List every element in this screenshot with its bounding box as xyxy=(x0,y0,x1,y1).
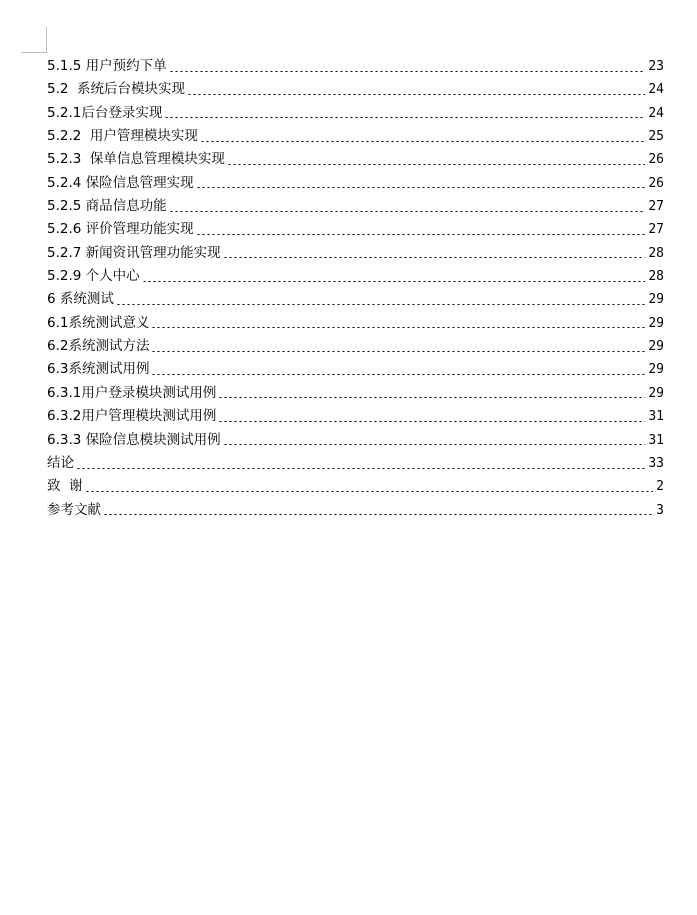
toc-entry[interactable] xyxy=(47,218,664,241)
toc-entry-page: 24 xyxy=(648,105,664,121)
toc-entry-page: 31 xyxy=(648,432,664,448)
toc-entry-title: 6.2系统测试方法 xyxy=(47,338,150,355)
toc-dot-leader xyxy=(151,327,645,328)
toc-entry-title: 致 谢 xyxy=(47,478,83,495)
toc-entry-page: 29 xyxy=(648,362,664,378)
toc-entry-page: 24 xyxy=(648,82,664,98)
toc-entry-title: 5.2.7 新闻资讯管理功能实现 xyxy=(47,244,221,261)
toc-dot-leader xyxy=(200,141,645,142)
toc-entry-title: 6.1系统测试意义 xyxy=(47,314,150,331)
toc-entry[interactable] xyxy=(47,335,664,358)
toc-entry-title: 参考文献 xyxy=(47,501,101,518)
toc-dot-leader xyxy=(187,94,645,95)
toc-entry-page: 29 xyxy=(648,385,664,401)
toc-entry-page: 28 xyxy=(648,245,664,261)
toc-entry-title: 5.2.5 商品信息功能 xyxy=(47,198,167,215)
toc-entry[interactable] xyxy=(47,382,664,405)
toc-entry[interactable] xyxy=(47,288,664,311)
toc-entry-title: 6.3.3 保险信息模块测试用例 xyxy=(47,431,221,448)
toc-entry[interactable] xyxy=(47,78,664,101)
toc-entry[interactable] xyxy=(47,499,664,522)
toc-dot-leader xyxy=(76,468,645,469)
toc-entry[interactable] xyxy=(47,265,664,288)
toc-entry-page: 29 xyxy=(648,292,664,308)
toc-entry[interactable] xyxy=(47,429,664,452)
toc-dot-leader xyxy=(223,257,646,258)
toc-dot-leader xyxy=(196,187,646,188)
toc-dot-leader xyxy=(85,491,654,492)
toc-entry-title: 5.1.5 用户预约下单 xyxy=(47,58,167,74)
toc-entry-page: 23 xyxy=(648,59,664,74)
toc-entry-title: 6.3系统测试用例 xyxy=(47,361,150,378)
toc-entry-title: 5.2.1后台登录实现 xyxy=(47,104,163,121)
toc-entry[interactable] xyxy=(47,475,664,498)
table-of-contents xyxy=(47,55,664,522)
toc-entry[interactable] xyxy=(47,195,664,218)
toc-dot-leader xyxy=(223,444,646,445)
toc-entry-page: 27 xyxy=(648,199,664,215)
toc-entry-title: 5.2 系统后台模块实现 xyxy=(47,81,186,98)
toc-entry[interactable] xyxy=(47,148,664,171)
toc-entry-title: 6.3.1用户登录模块测试用例 xyxy=(47,384,217,401)
toc-dot-leader xyxy=(218,421,645,422)
toc-dot-leader xyxy=(169,71,646,72)
toc-entry[interactable] xyxy=(47,312,664,335)
toc-entry[interactable] xyxy=(47,452,664,475)
toc-dot-leader xyxy=(196,234,646,235)
toc-dot-leader xyxy=(227,164,645,165)
toc-entry-title: 6 系统测试 xyxy=(47,291,114,308)
toc-dot-leader xyxy=(151,374,645,375)
toc-entry-title: 5.2.6 评价管理功能实现 xyxy=(47,221,194,238)
toc-entry[interactable] xyxy=(47,405,664,428)
toc-entry-page: 29 xyxy=(648,315,664,331)
toc-entry[interactable] xyxy=(47,55,664,78)
toc-entry[interactable] xyxy=(47,358,664,381)
toc-entry-page: 26 xyxy=(648,152,664,168)
toc-entry-title: 5.2.9 个人中心 xyxy=(47,268,140,285)
toc-dot-leader xyxy=(142,281,646,282)
toc-entry-page: 25 xyxy=(648,129,664,145)
toc-entry-page: 27 xyxy=(648,222,664,238)
toc-entry-title: 5.2.2 用户管理模块实现 xyxy=(47,128,198,145)
toc-entry-page: 33 xyxy=(648,455,664,471)
toc-entry[interactable] xyxy=(47,125,664,148)
toc-entry-page: 3 xyxy=(656,502,664,518)
toc-entry-page: 26 xyxy=(648,175,664,191)
toc-entry-title: 5.2.3 保单信息管理模块实现 xyxy=(47,151,225,168)
toc-entry[interactable] xyxy=(47,242,664,265)
toc-entry-page: 28 xyxy=(648,269,664,285)
toc-entry-page: 2 xyxy=(656,479,664,495)
toc-entry[interactable] xyxy=(47,102,664,125)
page-corner-mark xyxy=(21,27,47,53)
toc-dot-leader xyxy=(169,211,646,212)
toc-entry-title: 6.3.2用户管理模块测试用例 xyxy=(47,408,217,425)
toc-dot-leader xyxy=(103,514,653,515)
toc-entry-title: 5.2.4 保险信息管理实现 xyxy=(47,174,194,191)
toc-entry-page: 29 xyxy=(648,339,664,355)
toc-entry[interactable] xyxy=(47,172,664,195)
toc-dot-leader xyxy=(116,304,645,305)
toc-entry-title: 结论 xyxy=(47,454,74,471)
toc-entry-page: 31 xyxy=(648,409,664,425)
toc-dot-leader xyxy=(164,117,645,118)
toc-dot-leader xyxy=(151,351,645,352)
toc-dot-leader xyxy=(218,397,645,398)
